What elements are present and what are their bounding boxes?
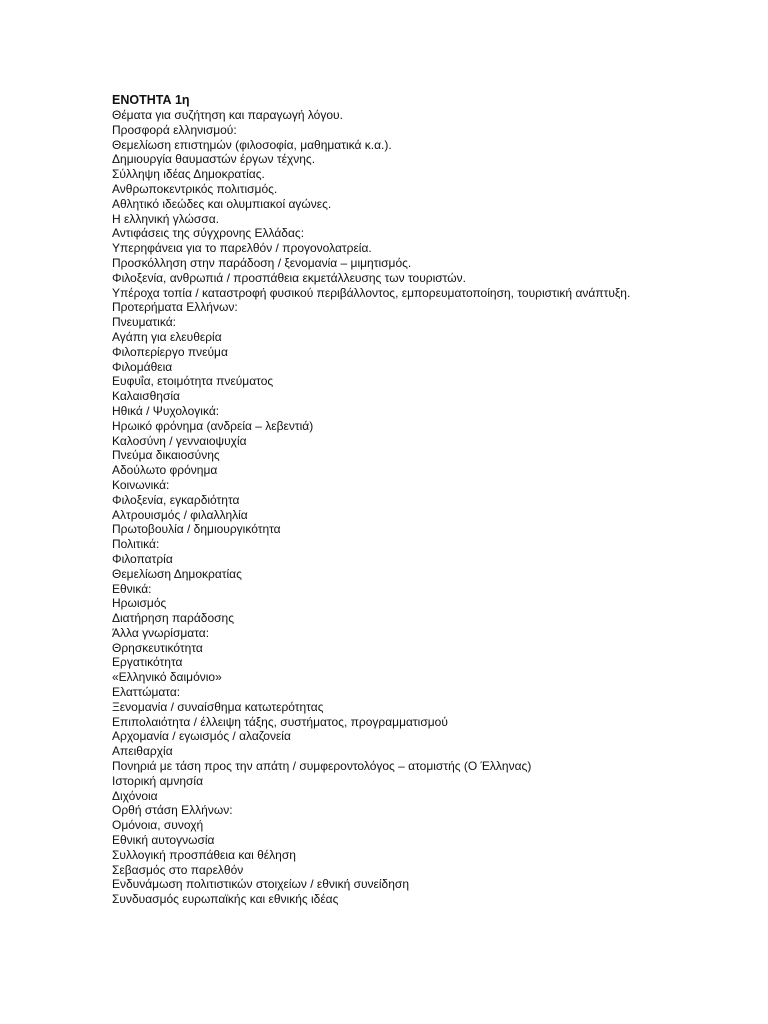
- text-line: Διατήρηση παράδοσης: [112, 611, 234, 626]
- text-line: Ανθρωποκεντρικός πολιτισμός.: [112, 181, 278, 196]
- text-line: Αντιφάσεις της σύγχρονης Ελλάδας:: [112, 226, 305, 241]
- text-line: Φιλοξενία, ανθρωπιά / προσπάθεια εκμετάλλευσης των τουριστών.: [112, 270, 466, 285]
- text-line: Θεμελίωση Δημοκρατίας: [112, 566, 242, 581]
- text-line: Αδούλωτο φρόνημα: [112, 463, 218, 478]
- text-line: Επιπολαιότητα / έλλειψη τάξης, συστήματος, προγραμματισμού: [112, 714, 448, 729]
- text-line: Αγάπη για ελευθερία: [112, 329, 222, 344]
- text-line: Προσφορά ελληνισμού:: [112, 122, 237, 137]
- text-line: Καλαισθησία: [112, 389, 180, 404]
- text-line: Θεμελίωση επιστημών (φιλοσοφία, μαθηματικά κ.α.).: [112, 137, 392, 152]
- text-line: Ηθικά / Ψυχολογικά:: [112, 403, 220, 418]
- text-line: Διχόνοια: [112, 788, 158, 803]
- text-line: Προτερήματα Ελλήνων:: [112, 300, 238, 315]
- text-line: Πνεύμα δικαιοσύνης: [112, 448, 220, 463]
- text-line: Αρχομανία / εγωισμός / αλαζονεία: [112, 729, 291, 744]
- text-line: Η ελληνική γλώσσα.: [112, 211, 219, 226]
- text-line: Σύλληψη ιδέας Δημοκρατίας.: [112, 167, 265, 182]
- text-line: Θρησκευτικότητα: [112, 640, 203, 655]
- text-line: «Ελληνικό δαιμόνιο»: [112, 670, 222, 685]
- text-line: Ελαττώματα:: [112, 685, 181, 700]
- text-line: Συλλογική προσπάθεια και θέληση: [112, 847, 296, 862]
- document-body: [112, 92, 712, 907]
- text-line: Πνευματικά:: [112, 315, 176, 330]
- text-line: Εθνικά:: [112, 581, 152, 596]
- text-line: Πρωτοβουλία / δημιουργικότητα: [112, 522, 281, 537]
- text-line: Ηρωικό φρόνημα (ανδρεία – λεβεντιά): [112, 418, 314, 433]
- text-line: Σεβασμός στο παρελθόν: [112, 862, 244, 877]
- text-line: Ομόνοια, συνοχή: [112, 818, 204, 833]
- text-line: Ορθή στάση Ελλήνων:: [112, 803, 233, 818]
- text-line: Υπερηφάνεια για το παρελθόν / προγονολατρεία.: [112, 241, 372, 256]
- text-line: Δημιουργία θαυμαστών έργων τέχνης.: [112, 152, 316, 167]
- text-lines: [112, 108, 712, 907]
- section-heading: ΕΝΟΤΗΤΑ 1η: [112, 93, 190, 107]
- text-line: Φιλοπερίεργο πνεύμα: [112, 344, 228, 359]
- text-line: Υπέροχα τοπία / καταστροφή φυσικού περιβάλλοντος, εμπορευματοποίηση, τουριστική ανάπτυξη.: [112, 285, 631, 300]
- text-line: Θέματα για συζήτηση και παραγωγή λόγου.: [112, 108, 343, 122]
- text-line: Φιλοπατρία: [112, 551, 173, 566]
- text-line: Απειθαρχία: [112, 744, 173, 759]
- text-line: Συνδυασμός ευρωπαϊκής και εθνικής ιδέας: [112, 892, 339, 907]
- text-line: Πολιτικά:: [112, 537, 160, 552]
- text-line: Πονηριά με τάση προς την απάτη / συμφεροντολόγος – ατομιστής (Ο Έλληνας): [112, 759, 532, 774]
- text-line: Άλλα γνωρίσματα:: [112, 625, 210, 640]
- text-line: Εθνική αυτογνωσία: [112, 833, 215, 848]
- text-line: Αλτρουισμός / φιλαλληλία: [112, 507, 248, 522]
- text-line: Προσκόλληση στην παράδοση / ξενομανία – μιμητισμός.: [112, 255, 412, 270]
- text-line: Ιστορική αμνησία: [112, 773, 204, 788]
- text-line: Ενδυνάμωση πολιτιστικών στοιχείων / εθνική συνείδηση: [112, 877, 409, 892]
- text-line: Ξενομανία / συναίσθημα κατωτερότητας: [112, 699, 324, 714]
- text-line: Φιλομάθεια: [112, 359, 173, 374]
- text-line: Ευφυΐα, ετοιμότητα πνεύματος: [112, 374, 274, 389]
- text-line: Φιλοξενία, εγκαρδιότητα: [112, 492, 240, 507]
- text-line: Κοινωνικά:: [112, 477, 170, 492]
- text-line: Καλοσύνη / γενναιοψυχία: [112, 433, 247, 448]
- text-line: Αθλητικό ιδεώδες και ολυμπιακοί αγώνες.: [112, 196, 332, 211]
- text-line: Ηρωισμός: [112, 596, 167, 611]
- text-line: Εργατικότητα: [112, 655, 183, 670]
